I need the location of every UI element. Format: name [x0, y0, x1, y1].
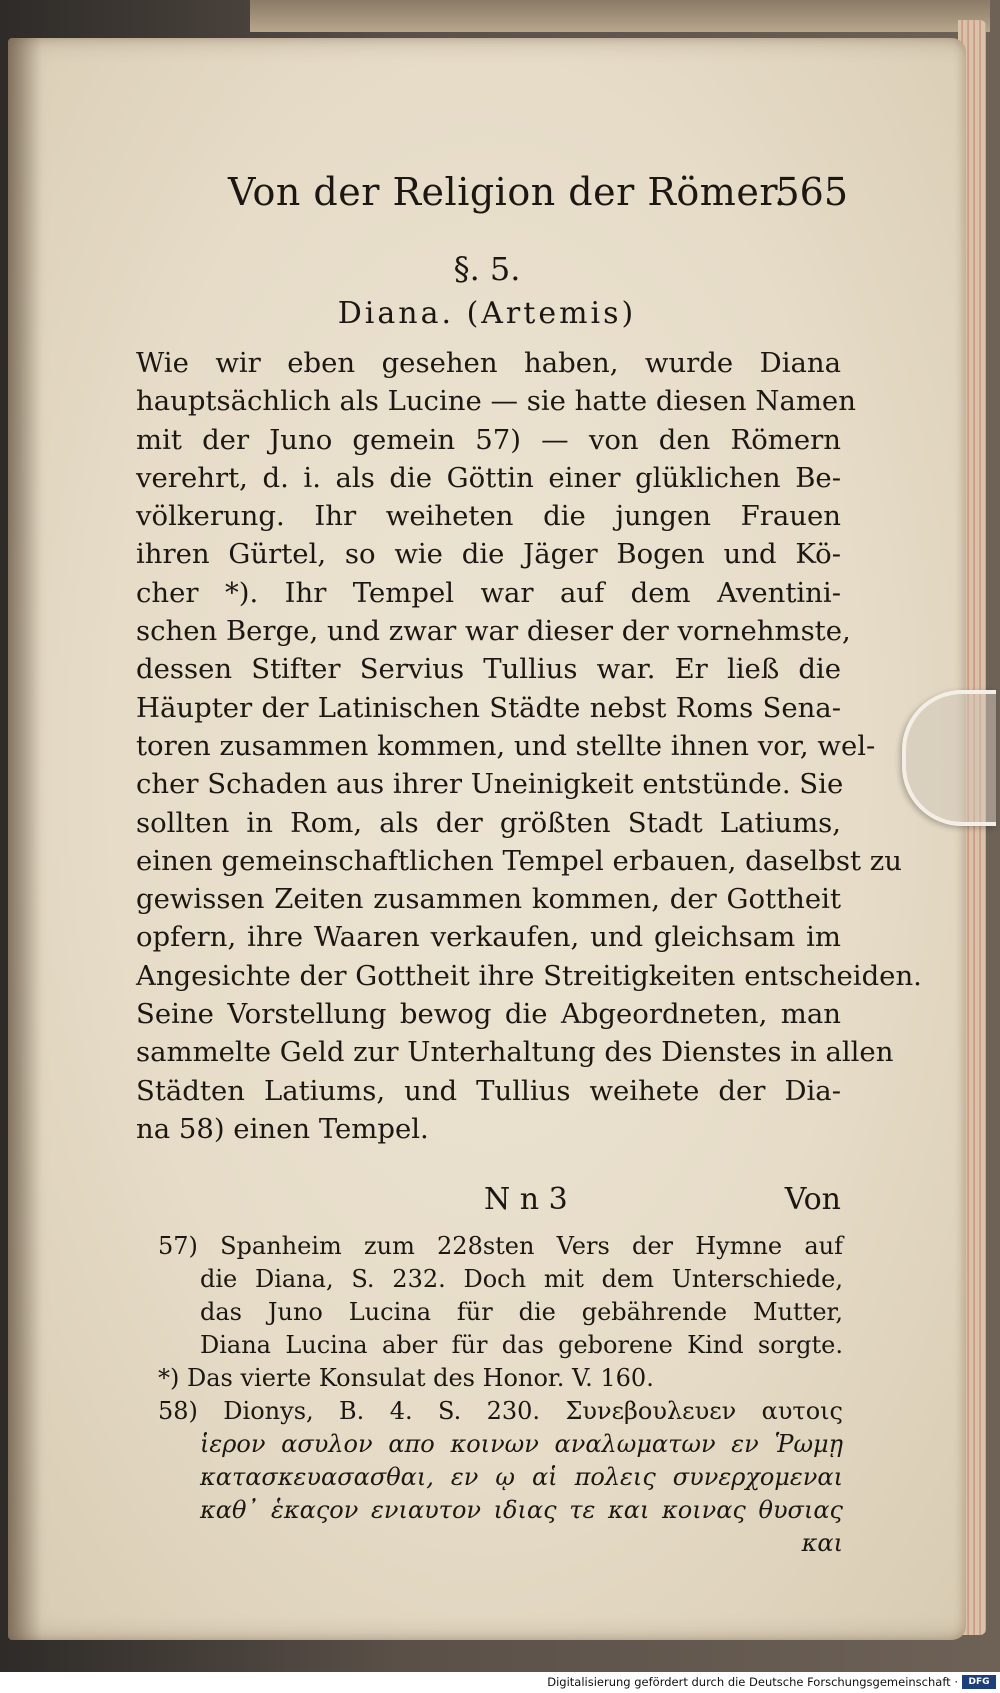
signature-mark: N n 3 [484, 1182, 568, 1217]
catchword: Von [784, 1182, 841, 1217]
body-line: hauptsächlich als Lucine — sie hatte diesen Namen [136, 385, 856, 418]
footnote-line: 58) Dionys, B. 4. S. 230. Συνεβουλευεν αυτοις [158, 1397, 843, 1425]
body-line: Angesichte der Gottheit ihre Streitigkeiten entscheiden. [136, 959, 922, 992]
body-line: sollten in Rom, als der größten Stadt Latiums, [136, 806, 841, 839]
footnote-greek-line: κατασκευασασθαι, εν ῳ αἱ πολεις συνερχομεναι [200, 1463, 843, 1491]
body-line: cher Schaden aus ihrer Uneinigkeit entstünde. Sie [136, 768, 844, 801]
body-line: Wie wir eben gesehen haben, wurde Diana [136, 347, 841, 379]
section-mark: §. 5. [453, 250, 521, 288]
body-line: dessen Stifter Servius Tullius war. Er ließ die [136, 653, 841, 686]
page-header [208, 170, 848, 230]
body-line: toren zusammen kommen, und stellte ihnen vor, wel- [136, 729, 876, 762]
body-text [136, 344, 922, 1148]
page-clip [902, 690, 996, 826]
digitization-credit: Digitalisierung gefördert durch die Deutsche Forschungsgemeinschaft · [547, 1675, 958, 1689]
body-line: Häupter der Latinischen Städte nebst Roms Sena- [136, 691, 841, 724]
page-number: 565 [775, 170, 848, 214]
footnotes [158, 1230, 843, 1560]
section-title: Diana. (Artemis) [337, 296, 637, 331]
body-line: opfern, ihre Waaren verkaufen, und gleichsam im [136, 921, 841, 954]
body-line: Städten Latiums, und Tullius weihete der Dia- [136, 1074, 841, 1107]
body-line: mit der Juno gemein 57) — von den Römern [136, 423, 841, 456]
body-line: ihren Gürtel, so wie die Jäger Bogen und Kö- [136, 538, 841, 571]
footnote-catchword: και [801, 1529, 843, 1557]
footnote-greek-line: ἱερον ασυλον απο κοινων αναλωματων εν Ῥωμῃ [200, 1430, 843, 1458]
dfg-logo: DFG [962, 1675, 996, 1689]
gutter-shadow [8, 38, 42, 1640]
body-line: sammelte Geld zur Unterhaltung des Dienstes in allen [136, 1036, 894, 1069]
credit-bar [0, 1672, 1000, 1693]
signature-row [136, 1182, 841, 1222]
footnote-line: das Juno Lucina für die gebährende Mutter, [200, 1298, 843, 1326]
body-line: völkerung. Ihr weiheten die jungen Frauen [136, 500, 841, 533]
body-line: verehrt, d. i. als die Göttin einer glüklichen Be- [136, 461, 841, 494]
body-line: na 58) einen Tempel. [136, 1112, 429, 1145]
footnote-line: *) Das vierte Konsulat des Honor. V. 160. [158, 1364, 654, 1392]
body-line: gewissen Zeiten zusammen kommen, der Gottheit [136, 883, 841, 916]
body-line: Seine Vorstellung bewog die Abgeordneten, man [136, 998, 841, 1031]
body-line: cher *). Ihr Tempel war auf dem Aventini- [136, 576, 841, 609]
running-title: Von der Religion der Römer. [228, 170, 787, 214]
footnote-line: 57) Spanheim zum 228sten Vers der Hymne auf [158, 1232, 843, 1260]
body-line: schen Berge, und zwar war dieser der vornehmste, [136, 615, 851, 648]
footnote-line: die Diana, S. 232. Doch mit dem Unterschiede, [200, 1265, 843, 1293]
book-top-edge [250, 0, 990, 32]
footnote-line: Diana Lucina aber für das geborene Kind sorgte. [200, 1331, 843, 1359]
book-page [8, 38, 966, 1640]
footnote-greek-line: καθ᾽ ἑκαςον ενιαυτον ιδιας τε και κοινας θυσιας [200, 1496, 843, 1524]
body-line: einen gemeinschaftlichen Tempel erbauen, daselbst zu [136, 844, 902, 877]
